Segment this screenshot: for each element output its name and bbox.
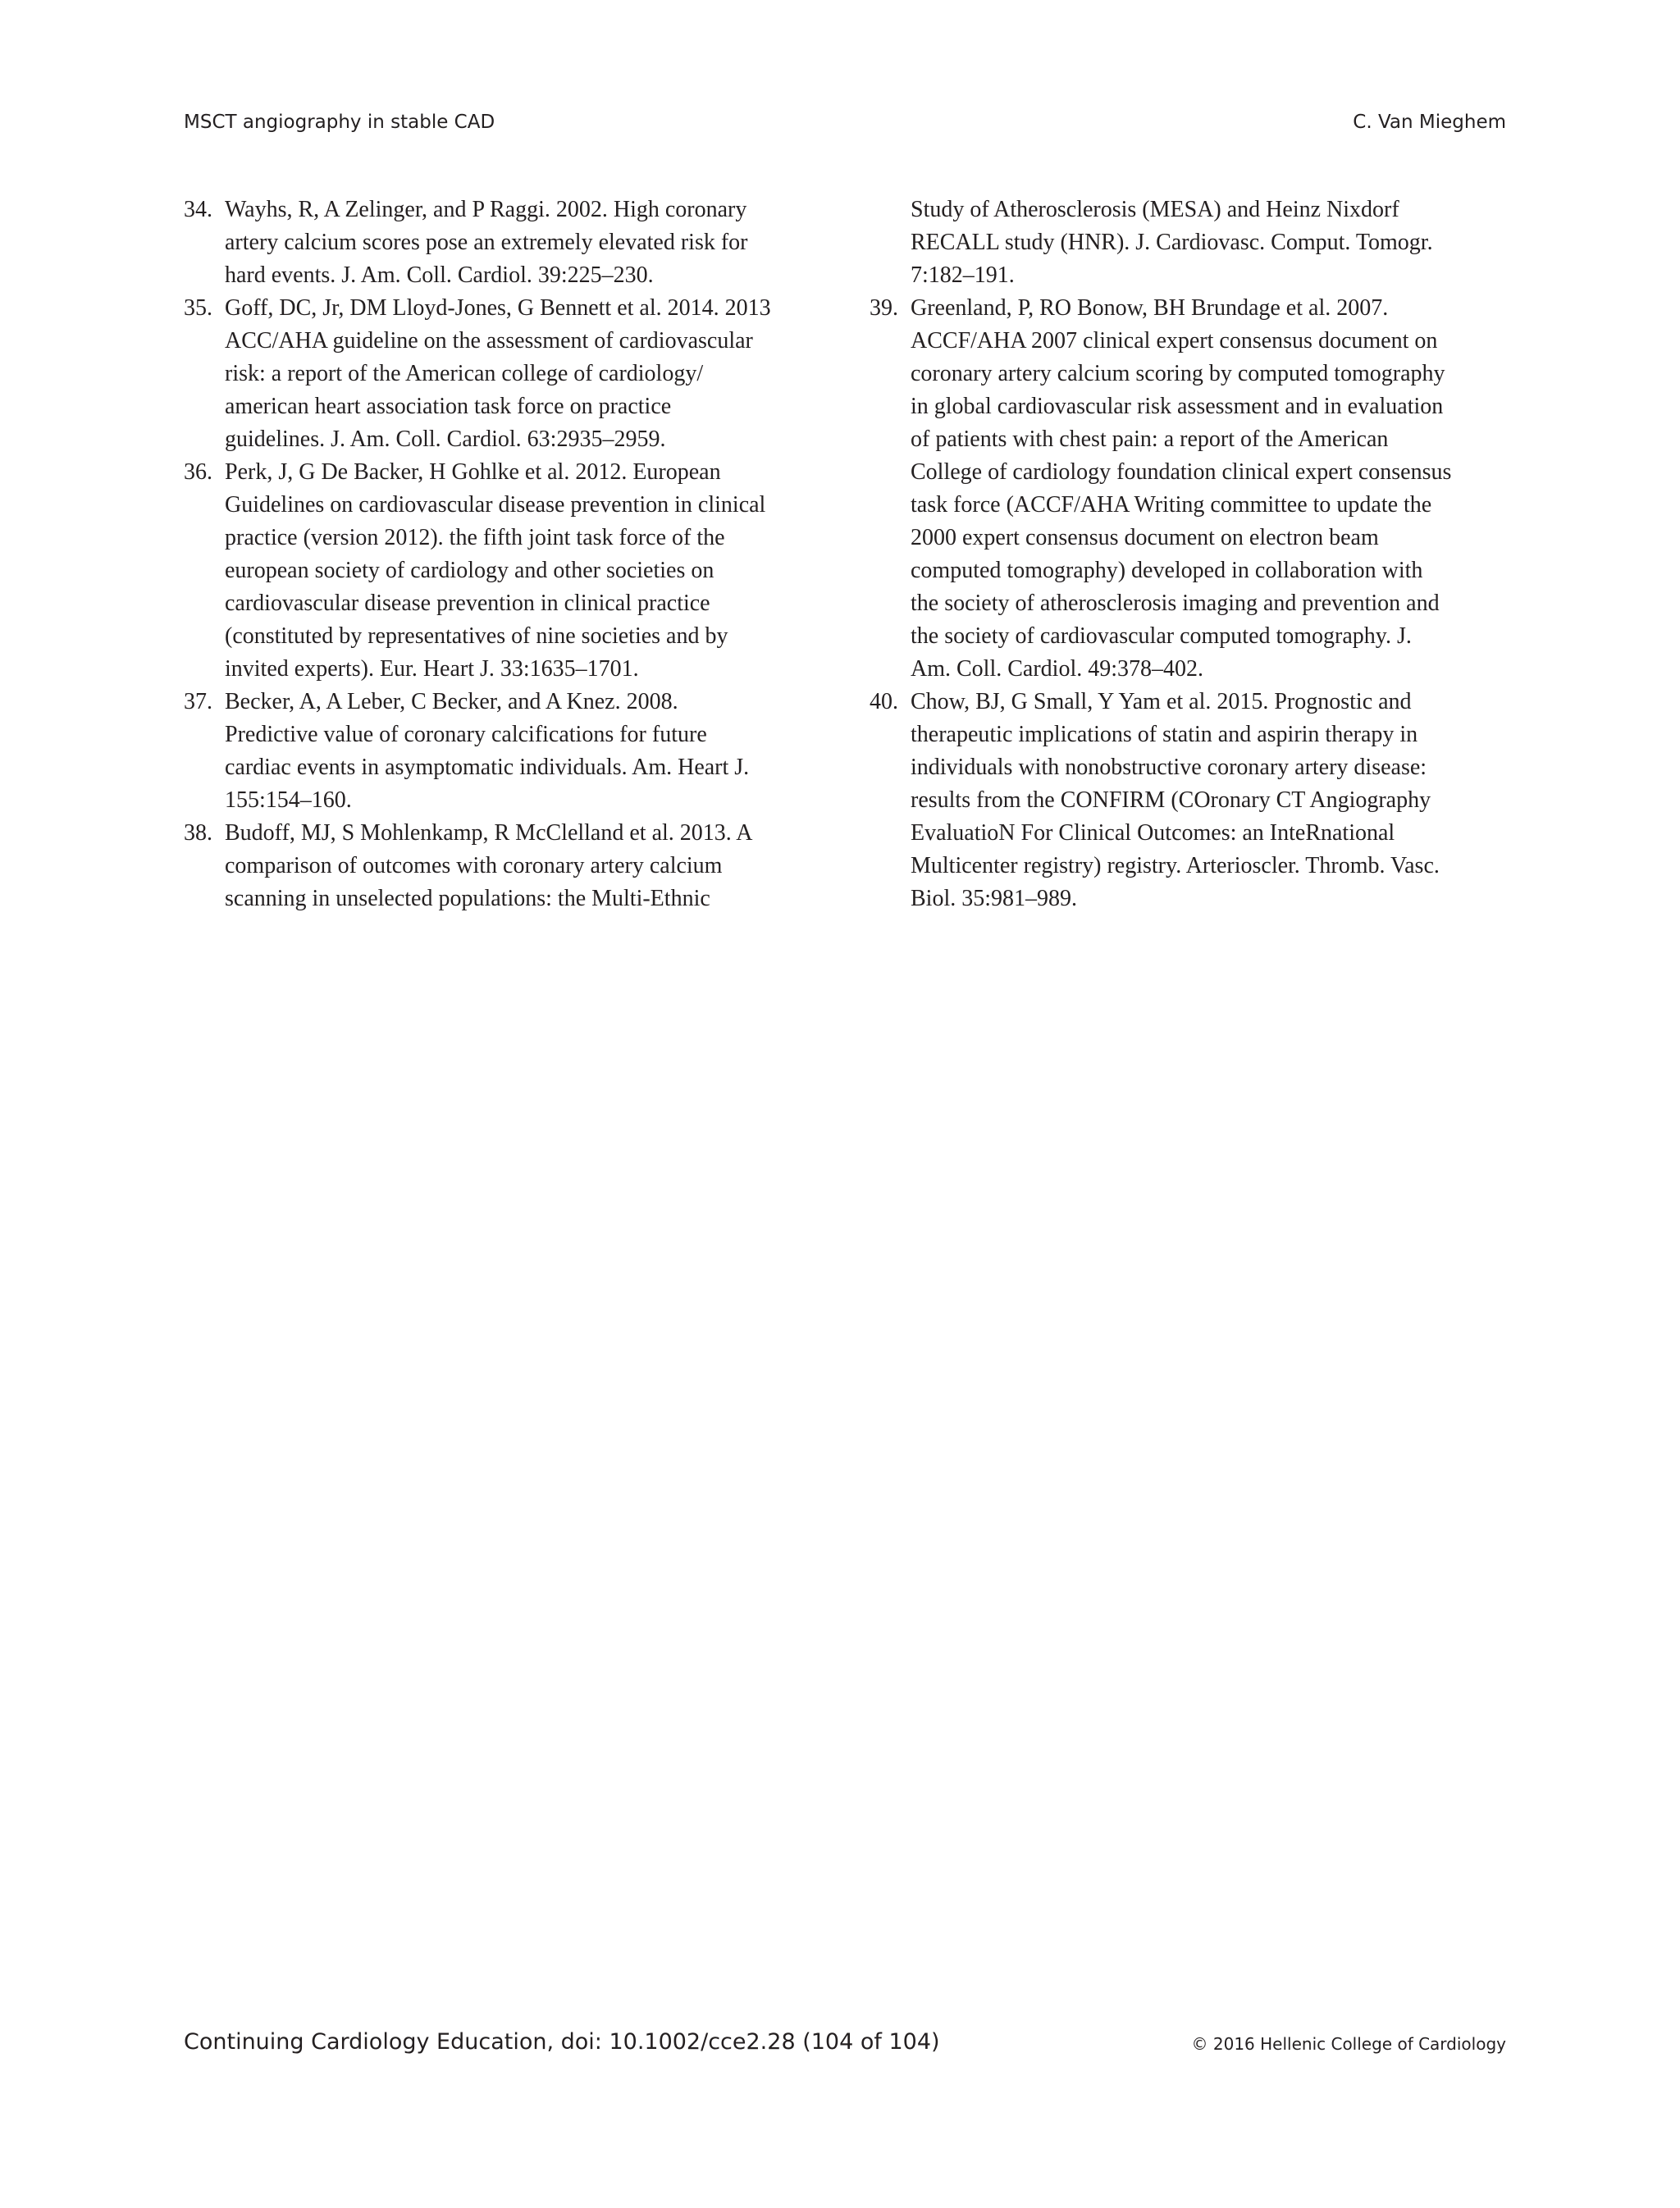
reference-text-line: ACC/AHA guideline on the assessment of cardiovascular bbox=[225, 328, 753, 354]
reference-number: 38. bbox=[184, 820, 212, 846]
reference-text-line: invited experts). Eur. Heart J. 33:1635–1701. bbox=[225, 656, 639, 682]
reference-text-line: Predictive value of coronary calcifications for future bbox=[225, 722, 707, 747]
reference-text-line: the society of cardiovascular computed tomography. J. bbox=[911, 623, 1412, 649]
reference-text-line: hard events. J. Am. Coll. Cardiol. 39:225–230. bbox=[225, 262, 654, 288]
reference-entry bbox=[870, 194, 1509, 292]
reference-text-line: cardiac events in asymptomatic individuals. Am. Heart J. bbox=[225, 755, 750, 780]
reference-entry bbox=[184, 817, 824, 915]
running-header bbox=[184, 112, 1506, 144]
reference-text-line: Greenland, P, RO Bonow, BH Brundage et al. 2007. bbox=[911, 295, 1389, 321]
reference-text-line: 7:182–191. bbox=[911, 262, 1015, 288]
reference-text-line: 155:154–160. bbox=[225, 787, 352, 813]
reference-entry bbox=[184, 456, 824, 686]
reference-text-line: comparison of outcomes with coronary artery calcium bbox=[225, 853, 723, 878]
reference-text-line: computed tomography) developed in collaboration with bbox=[911, 558, 1423, 583]
reference-text-line: risk: a report of the American college of cardiology/ bbox=[225, 361, 704, 386]
reference-text-line: artery calcium scores pose an extremely elevated risk for bbox=[225, 230, 748, 255]
reference-text-line: individuals with nonobstructive coronary artery disease: bbox=[911, 755, 1427, 780]
reference-text-line: Biol. 35:981–989. bbox=[911, 886, 1078, 911]
page-footer bbox=[184, 2029, 1506, 2065]
reference-text-line: Perk, J, G De Backer, H Gohlke et al. 2012. European bbox=[225, 459, 721, 485]
reference-entry bbox=[870, 292, 1509, 686]
reference-entry bbox=[184, 686, 824, 817]
reference-text-line: Wayhs, R, A Zelinger, and P Raggi. 2002. High coronary bbox=[225, 197, 747, 222]
reference-text-line: ACCF/AHA 2007 clinical expert consensus document on bbox=[911, 328, 1438, 354]
reference-text-line: of patients with chest pain: a report of the American bbox=[911, 427, 1389, 452]
running-title: MSCT angiography in stable CAD bbox=[184, 112, 495, 133]
reference-text-line: (constituted by representatives of nine societies and by bbox=[225, 623, 728, 649]
reference-text-line: therapeutic implications of statin and aspirin therapy in bbox=[911, 722, 1418, 747]
reference-text-line: Becker, A, A Leber, C Becker, and A Knez. 2008. bbox=[225, 689, 678, 714]
reference-text-line: RECALL study (HNR). J. Cardiovasc. Comput. Tomogr. bbox=[911, 230, 1433, 255]
reference-number: 36. bbox=[184, 459, 212, 485]
reference-text-line: Multicenter registry) registry. Arterioscler. Thromb. Vasc. bbox=[911, 853, 1440, 878]
reference-text-line: practice (version 2012). the fifth joint task force of the bbox=[225, 525, 725, 550]
reference-number: 37. bbox=[184, 689, 212, 714]
reference-text-line: european society of cardiology and other societies on bbox=[225, 558, 714, 583]
reference-text-line: coronary artery calcium scoring by computed tomography bbox=[911, 361, 1445, 386]
reference-text-line: Study of Atherosclerosis (MESA) and Heinz Nixdorf bbox=[911, 197, 1399, 222]
reference-text-line: Chow, BJ, G Small, Y Yam et al. 2015. Prognostic and bbox=[911, 689, 1412, 714]
reference-text-line: in global cardiovascular risk assessment and in evaluation bbox=[911, 394, 1444, 419]
reference-entry bbox=[184, 292, 824, 456]
reference-text-line: College of cardiology foundation clinical expert consensus bbox=[911, 459, 1452, 485]
reference-text-line: Am. Coll. Cardiol. 49:378–402. bbox=[911, 656, 1203, 682]
reference-text-line: results from the CONFIRM (COronary CT Angiography bbox=[911, 787, 1431, 813]
reference-column-left bbox=[184, 194, 824, 915]
reference-text-line: Guidelines on cardiovascular disease prevention in clinical bbox=[225, 492, 766, 518]
journal-citation: Continuing Cardiology Education, doi: 10.1002/cce2.28 (104 of 104) bbox=[184, 2029, 940, 2055]
reference-number: 35. bbox=[184, 295, 212, 321]
reference-entry bbox=[184, 194, 824, 292]
reference-number: 34. bbox=[184, 197, 212, 222]
reference-text-line: american heart association task force on practice bbox=[225, 394, 672, 419]
reference-text-line: the society of atherosclerosis imaging and prevention and bbox=[911, 591, 1440, 616]
reference-text-line: Budoff, MJ, S Mohlenkamp, R McClelland et al. 2013. A bbox=[225, 820, 753, 846]
reference-text-line: task force (ACCF/AHA Writing committee to update the bbox=[911, 492, 1432, 518]
reference-text-line: scanning in unselected populations: the Multi-Ethnic bbox=[225, 886, 710, 911]
reference-number: 39. bbox=[870, 295, 898, 321]
reference-text-line: EvaluatioN For Clinical Outcomes: an InteRnational bbox=[911, 820, 1395, 846]
running-author: C. Van Mieghem bbox=[1353, 112, 1506, 133]
reference-text-line: Goff, DC, Jr, DM Lloyd-Jones, G Bennett et al. 2014. 2013 bbox=[225, 295, 771, 321]
reference-text-line: 2000 expert consensus document on electron beam bbox=[911, 525, 1379, 550]
reference-text-line: guidelines. J. Am. Coll. Cardiol. 63:2935–2959. bbox=[225, 427, 666, 452]
reference-column-right bbox=[870, 194, 1509, 915]
reference-entry bbox=[870, 686, 1509, 915]
copyright-notice: © 2016 Hellenic College of Cardiology bbox=[1191, 2034, 1506, 2054]
reference-number: 40. bbox=[870, 689, 898, 714]
reference-text-line: cardiovascular disease prevention in clinical practice bbox=[225, 591, 710, 616]
